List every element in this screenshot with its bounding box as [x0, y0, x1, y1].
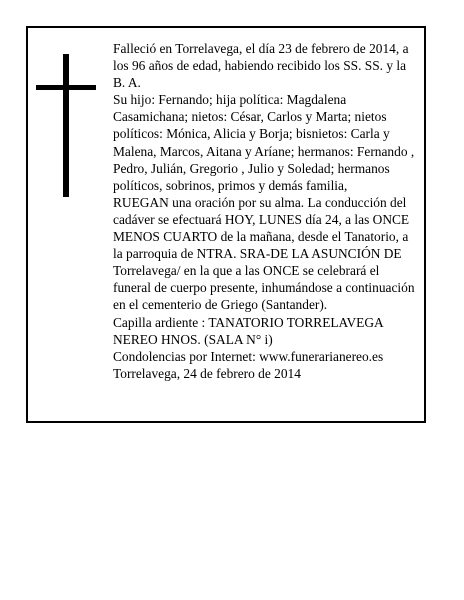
obituary-text: [113, 40, 419, 382]
death-announcement: Falleció en Torrelavega, el día 23 de febrero de 2014, a los 96 años de edad, habiendo recibido los SS. SS. y la B. A.: [113, 41, 409, 91]
cross-vertical-bar: [63, 54, 69, 197]
condolences-website: Condolencias por Internet: www.funerarianereo.es: [113, 348, 384, 364]
family-list: Su hijo: Fernando; hija política: Magdalena Casamichana; nietos: César, Carlos y Marta; nietos políticos: Mónica, Alicia y Borja; bisnietos: Carla y Malena, Marcos, Aitana y Aríane; hermanos: Fernando , Pedro, Julián, Gregorio , Julio y Soledad; hermanos políticos, sobrinos, primos y demás familia,: [113, 92, 415, 193]
cross-icon: [36, 54, 96, 197]
cross-horizontal-bar: [36, 85, 96, 90]
place-and-date: Torrelavega, 24 de febrero de 2014: [113, 365, 301, 381]
funeral-details: RUEGAN una oración por su alma. La conducción del cadáver se efectuará HOY, LUNES día 24, a las ONCE MENOS CUARTO de la mañana, desde el Tanatorio, a la parroquia de NTRA. SRA-DE LA ASUNCIÓN DE Torrelavega/ en la que a las ONCE se celebrará el funeral de cuerpo presente, inhumándose a continuación en el cementerio de Griego (Santander).: [113, 194, 415, 313]
chapel-info: Capilla ardiente : TANATORIO TORRELAVEGA NEREO HNOS. (SALA N° i): [113, 314, 383, 347]
